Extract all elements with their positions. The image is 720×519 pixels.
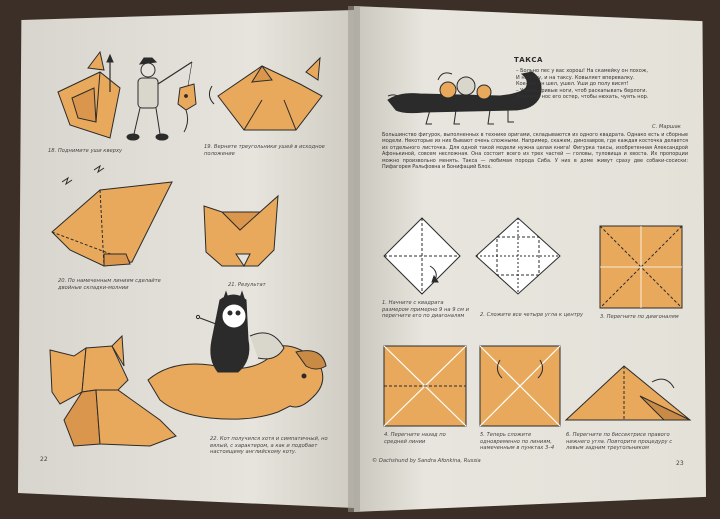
figure-step-20	[52, 166, 172, 266]
copyright-footer: © Dachshund by Sandra Afonkina, Russia	[372, 458, 481, 464]
poem-line: – Больно пес у вас хорош! На скамейку он похож,	[516, 68, 648, 74]
article-title: ТАКСА	[514, 56, 543, 64]
cat-and-dog-cartoon	[148, 292, 326, 419]
figure-step-5	[480, 346, 560, 426]
poem	[516, 68, 702, 101]
figure-step-19	[209, 58, 322, 130]
caption-step-19: 19. Верните треугольники ушей в исходное положение	[204, 144, 325, 157]
caption-right-step-1: 1. Начните с квадрата размером примерно 9 на 9 см и перегните его по диагоналям	[382, 300, 469, 320]
caption-step-20: 20. По намеченным линиям сделайте двойные складки-молнии	[58, 278, 161, 291]
poem-line: – У него кривые ноги, чтоб раскапывать берлоги.	[516, 87, 648, 94]
figure-step-4	[384, 346, 466, 426]
right-page-number: 23	[676, 460, 684, 467]
poem-line: Кое-как он шел, ушел. Уши до полу висят!	[516, 81, 629, 87]
article-body: Большинство фигурок, выполненных в технике оригами, складываются из одного квадрата. Однако есть и сборные модели. Некоторые из них бывают очень сложными. Например, скажем, динозавров, где каждая косточка делается из отдельного листочка. Для одной такой модели нужна целая книга! Фигурка таксы, изобретенная Александрой Афонькиной, совсем несложная. Она состоит всего из трех частей — головы, туловища и хвоста. Их пропорции можно произвольно менять. Такса — любимая порода Сиба. У них в доме живут сразу две собаки-сосиски: Пифагорея Ральфовна и Бонифаций Блох.	[382, 132, 688, 171]
book-spine	[348, 6, 360, 512]
figure-step-3	[600, 226, 682, 308]
caption-right-step-6: 6. Перегните по биссектрисе правого нижнего угла. Повторите процедуру с левым задним треугольником	[566, 432, 673, 452]
figure-step-21	[204, 196, 278, 266]
figure-step-2	[476, 218, 560, 294]
caption-right-step-3: 3. Перегните по диагоналям	[600, 314, 679, 320]
figure-step-1	[384, 218, 460, 294]
caption-right-step-4: 4. Перегните назад по средней линии	[384, 432, 446, 445]
poem-line: Длинный нос его остер, чтобы нюхать, чуять нор.	[516, 94, 649, 100]
figure-step-6	[566, 366, 690, 420]
caption-step-22: 22. Кот получился хотя и симпатичный, но вялый, с характером, а как и подобает настоящему английскому коту.	[210, 436, 328, 456]
caption-step-18: 18. Поднимите уши кверху	[48, 148, 123, 154]
caption-right-step-2: 2. Сложите все четыре угла к центру	[480, 312, 584, 318]
left-page-number: 22	[40, 456, 48, 463]
poem-author: С. Маршак	[652, 124, 681, 130]
figure-step-18	[58, 52, 120, 138]
poem-line: И на утку, и на таксу. Ковыляет вперевалку.	[516, 74, 635, 81]
hanging-cat-cartoon	[178, 84, 196, 132]
caption-step-21: 21. Результат	[228, 282, 266, 288]
caption-right-step-5: 5. Теперь сложите одновременно по линиям, намеченным в пунктах 3–4	[480, 432, 555, 452]
